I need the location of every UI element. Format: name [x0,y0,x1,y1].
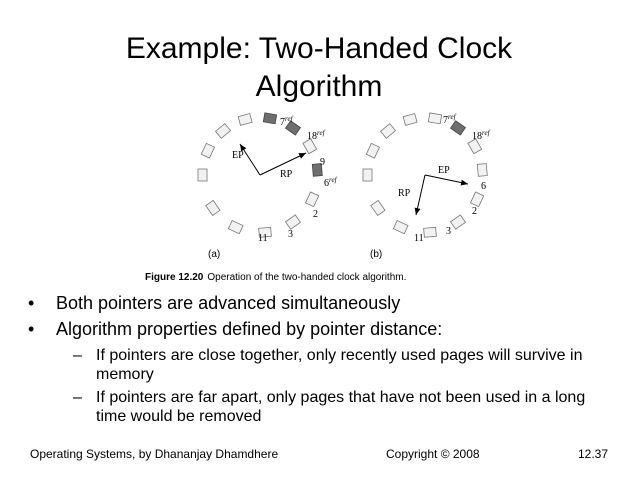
footer-author: Operating Systems, by Dhananjay Dhamdhere [30,447,279,461]
page-frame-2 [470,192,483,207]
bullet-list [28,290,618,426]
page-frame [238,114,252,126]
num-2-label-a: 2 [313,209,318,220]
subbullet-text: If pointers are far apart, only pages that have not been used in a long time would be removed [96,389,586,425]
subbullet-item: – If pointers are close together, only recently used pages will survive in memory [73,347,583,383]
ref-6-label-a: $6^{ref}$ [324,176,337,189]
bullet-item: • Algorithm properties defined by pointer distance: [28,319,443,339]
figure-caption-text: Operation of the two-handed clock algorithm. [207,272,407,283]
page-frame [201,143,214,158]
page-frame [366,143,379,158]
page-frame [363,169,372,181]
num-3-label-b: 3 [446,226,451,237]
page-frame-2 [305,192,318,207]
page-frame [228,220,243,233]
clock-diagram-a [198,113,338,260]
page-frame-7 [428,113,441,124]
page-frame-ref-18 [450,121,465,135]
num-11-label-b: 11 [414,233,424,244]
subbullet-item: – If pointers are far apart, only pages that have not been used in a long time would be removed [73,389,586,425]
bullet-text: Algorithm properties defined by pointer distance: [56,319,443,339]
slide-title [0,30,638,106]
figure-caption-number: Figure 12.20 [145,272,204,283]
clock-diagrams [120,110,540,290]
diagram-a-label: (a) [208,249,221,260]
page-frame-11 [424,227,437,237]
subbullet-text: If pointers are close together, only recently used pages will survive in memory [96,347,583,383]
clock-algorithm-figure [120,110,540,290]
page-frame [216,124,231,139]
ep-label-b: EP [438,165,450,176]
num-9-label-a: 9 [320,157,325,168]
page-frame-6 [477,164,487,177]
ref-7-label-a: $7^{ref}$ [280,115,293,128]
page-frame [403,114,417,126]
rp-label-b: RP [398,188,411,199]
num-6-label-b: 6 [481,181,486,192]
ref-18-label-a: $18^{ref}$ [307,129,325,142]
diagram-b-label: (b) [370,249,383,260]
ref-18-label-b: $18^{ref}$ [472,129,490,142]
clock-diagram-b [363,113,491,260]
page-frame-3 [285,215,300,229]
bullet-text: Both pointers are advanced simultaneously [56,293,401,313]
page-frame-ref-7 [263,113,276,124]
page-frame [198,169,207,181]
page-frame [381,124,396,139]
num-2-label-b: 2 [472,206,477,217]
ep-pointer-arrow-b [425,175,468,184]
footer-slide-number: 12.37 [577,447,608,461]
num-11-label-a: 11 [258,233,268,244]
page-frame [206,200,220,215]
page-frame [371,200,385,215]
footer-copyright: Copyright © 2008 [386,447,480,461]
bullet-item: • Both pointers are advanced simultaneously [28,293,401,313]
num-3-label-a: 3 [288,229,293,240]
ref-7-label-b: $7^{ref}$ [443,113,456,126]
rp-label-a: RP [280,169,293,180]
ep-label-a: EP [232,150,244,161]
page-frame-3 [450,215,465,229]
rp-pointer-arrow-b [416,175,425,215]
page-frame [393,220,408,233]
slide-title-line2: Algorithm [255,70,383,103]
figure-caption [145,272,406,283]
slide-title-line1: Example: Two-Handed Clock [125,32,513,65]
slide-footer [0,447,638,467]
